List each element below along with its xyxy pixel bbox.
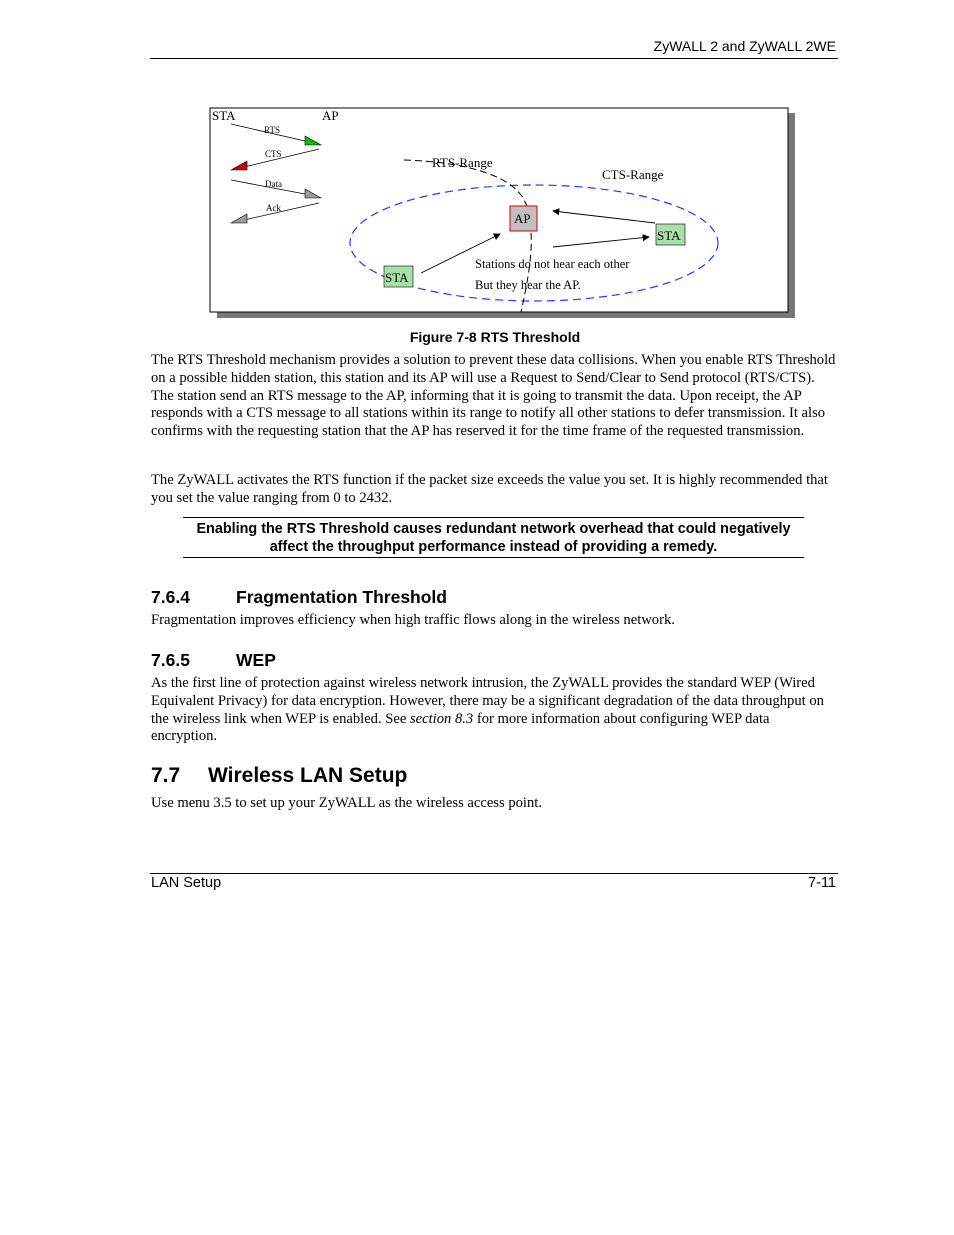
heading-number: 7.6.5 (151, 650, 190, 670)
rts-threshold-figure (209, 107, 797, 320)
cts-label: CTS (265, 149, 282, 159)
legend-ap-label: AP (322, 108, 339, 123)
sta-right-label: STA (657, 228, 681, 243)
paragraph-fragmentation: Fragmentation improves efficiency when high traffic flows along in the wireless network. (151, 612, 675, 628)
figure-caption: Figure 7-8 RTS Threshold (409, 329, 581, 345)
paragraph-wireless-lan-setup: Use menu 3.5 to set up your ZyWALL as the wireless access point. (151, 795, 542, 811)
header-rule (150, 58, 838, 59)
paragraph-rts-mechanism: The RTS Threshold mechanism provides a solution to prevent these data collisions. When you enable RTS Threshold on a possible hidden station, this station and its AP will use a Request to Send/Clear to Send protocol (RTS/CTS). The station send an RTS message to the AP, informing that it is going to transmit the data. Upon receipt, the AP responds with a CTS message to all stations within its range to notify all other stations to defer transmission. It also confirms with the requesting station that the AP has reserved it for the time frame of the requested transmission. (151, 352, 836, 440)
heading-title: Fragmentation Threshold (236, 587, 447, 607)
rts-label: RTS (264, 125, 280, 135)
heading-number: 7.7 (151, 764, 181, 787)
wep-text-after: for more information about configuring WEP data encryption. (151, 710, 770, 745)
wep-text-before: As the first line of protection against wireless network intrusion, the ZyWALL provides the standard WEP (Wired Equivalent Privacy) for data encryption. However, there may be a significant degradation of the data throughput on the wireless link when WEP is enabled. See (151, 675, 824, 727)
ap-node-label: AP (514, 211, 531, 226)
heading-number: 7.6.4 (151, 587, 190, 607)
cts-range-label: CTS-Range (602, 167, 664, 182)
footer-page-number: 7-11 (808, 875, 836, 891)
paragraph-wep (151, 675, 836, 746)
note-line-2: But they hear the AP. (475, 278, 581, 292)
note-line-1: Stations do not hear each other (475, 257, 630, 271)
paragraph-rts-activation: The ZyWALL activates the RTS function if the packet size exceeds the value you set. It is highly recommended that you set the value ranging from 0 to 2432. (151, 472, 828, 506)
section-reference: section 8.3 (409, 710, 474, 727)
heading-title: Wireless LAN Setup (208, 764, 408, 787)
data-label: Data (265, 179, 282, 189)
heading-7-6-4 (151, 587, 447, 608)
note-box: Enabling the RTS Threshold causes redundant network overhead that could negatively affect the throughput performance instead of providing a remedy. (183, 517, 804, 558)
heading-7-6-5 (151, 650, 276, 671)
rts-range-label: RTS-Range (432, 155, 493, 170)
running-header: ZyWALL 2 and ZyWALL 2WE (653, 38, 836, 54)
footer-chapter: LAN Setup (151, 875, 222, 891)
heading-7-7 (151, 764, 407, 788)
ack-label: Ack (266, 203, 281, 213)
heading-title: WEP (236, 650, 276, 670)
legend-sta-label: STA (212, 108, 236, 123)
sta-left-label: STA (385, 270, 409, 285)
footer-rule (150, 873, 838, 874)
